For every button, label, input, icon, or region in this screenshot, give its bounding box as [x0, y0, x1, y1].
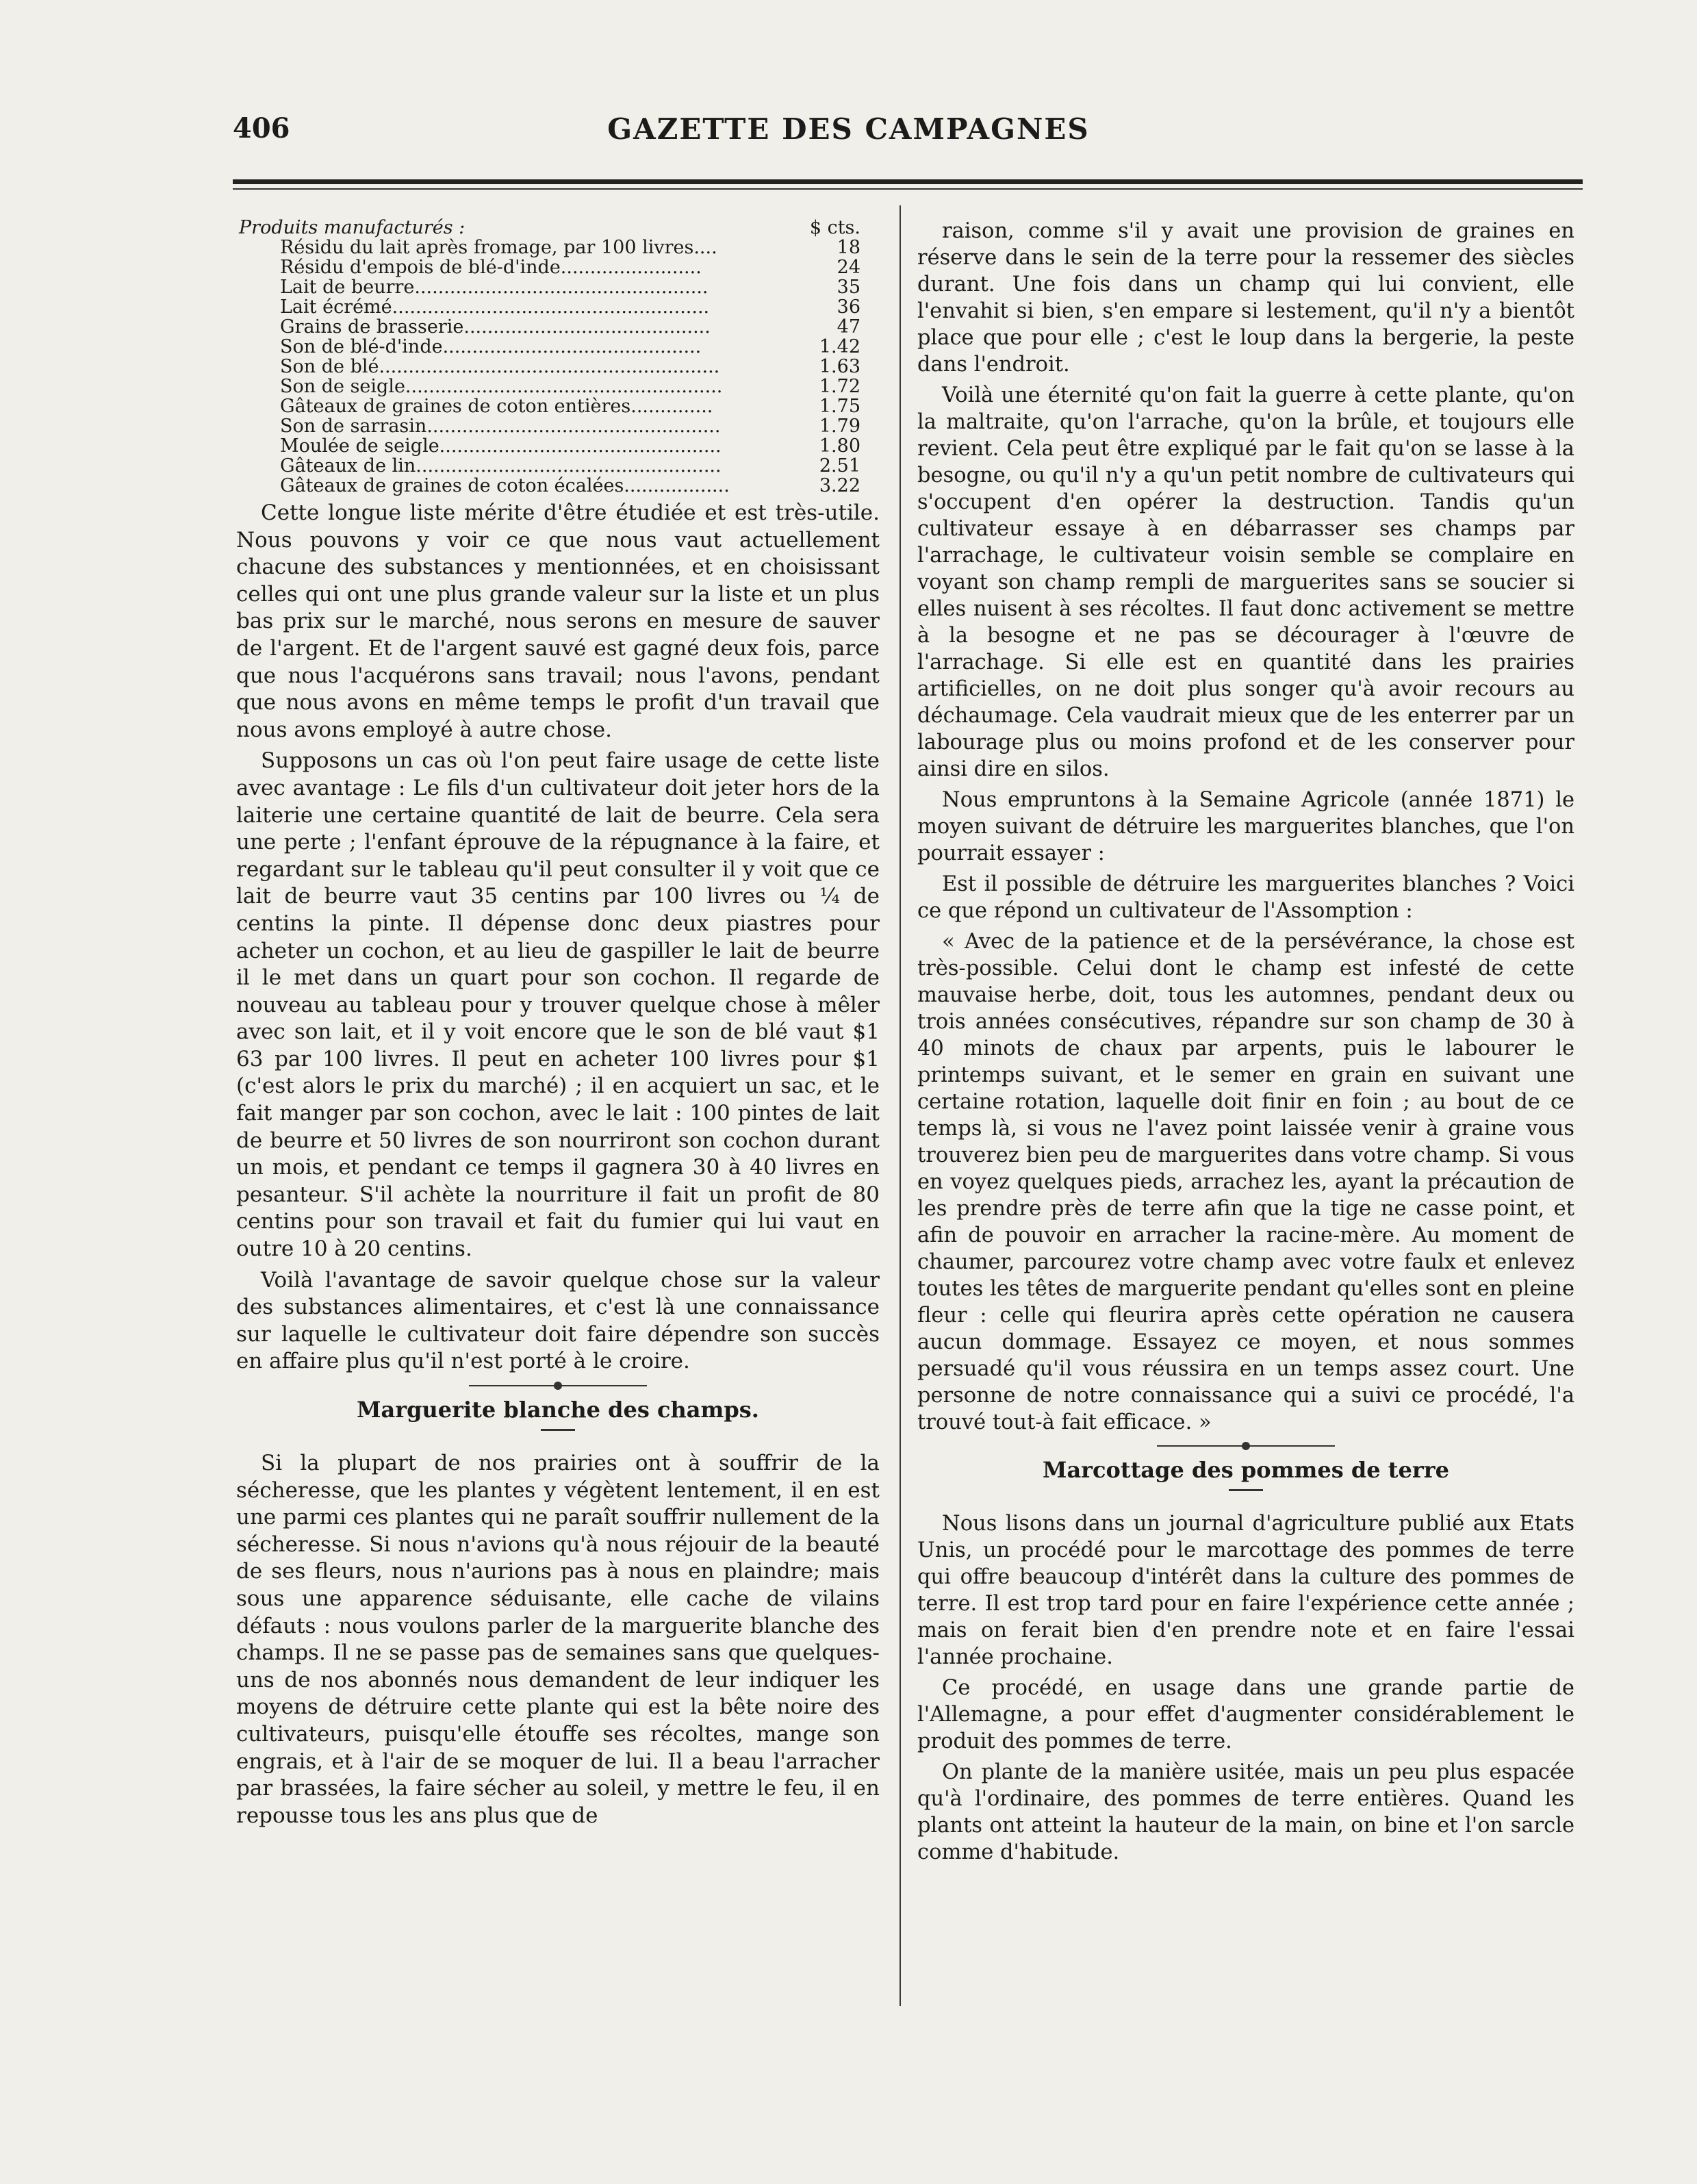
- column-divider: [899, 205, 901, 2006]
- section-separator: [1157, 1445, 1335, 1447]
- price-table-row: [236, 436, 880, 456]
- price-value: 36: [837, 296, 860, 318]
- paragraph: Cette longue liste mérite d'être étudiée et est très-utile. Nous pouvons y voir ce que nous vaut actuellement chacune des substances y mentionnées, et en choisissant celles qui ont une plus grande valeur sur la liste et un plus bas prix sur le marché, nous serons en mesure de sauver de l'argent. Et de l'argent sauvé est gagné deux fois, parce que nous l'acquérons sans travail; nous l'avons, pendant que nous avons en même temps le profit d'un travail que nous avons employé à autre chose.: [236, 500, 880, 742]
- price-item: Son de sarrasin..................................................: [280, 416, 721, 437]
- paragraph: Ce procédé, en usage dans une grande partie de l'Allemagne, a pour effet d'augmenter considérablement le produit des pommes de terre.: [917, 1676, 1574, 1753]
- price-item: Gâteaux de graines de coton écalées..................: [280, 475, 730, 496]
- price-table-row: [236, 337, 880, 357]
- price-table-row: [236, 277, 880, 297]
- header-rule-thin: [233, 188, 1583, 190]
- title-dash: [1229, 1489, 1263, 1491]
- price-item: Son de blé-d'inde............................................: [280, 336, 702, 357]
- section-title: Marcottage des pommes de terre: [1043, 1457, 1449, 1483]
- price-table-row: [236, 456, 880, 476]
- price-item: Son de blé..........................................................: [280, 356, 720, 377]
- price-table-header: [236, 218, 880, 238]
- price-table: [236, 218, 880, 496]
- price-value: 18: [837, 237, 860, 258]
- price-item: Gâteaux de graines de coton entières..............: [280, 396, 713, 417]
- title-dash: [541, 1429, 575, 1431]
- paragraph: Nous empruntons à la Semaine Agricole (année 1871) le moyen suivant de détruire les marguerites blanches, que l'on pourrait essayer :: [917, 788, 1574, 865]
- price-value: 1.75: [819, 396, 860, 417]
- paragraph: Voilà une éternité qu'on fait la guerre à cette plante, qu'on la maltraite, qu'on l'arrache, qu'on la brûle, et toujours elle revient. Cela peut être expliqué par le fait qu'on se lasse à la besogne, ou qu'il n'y a qu'un petit nombre de cultivateurs qui s'occupent d'en opérer la destruction. Tandis qu'un cultivateur essaye à en débarrasser ses champs par l'arrachage, le cultivateur voisin semble se complaire en voyant son champ rempli de marguerites sans se soucier si elles nuisent à ses récoltes. Il faut donc activement se mettre à la besogne et ne pas se décourager à l'œuvre de l'arrachage. Si elle est en quantité dans les prairies artificielles, on ne doit plus songer qu'à avoir recours au déchaumage. Cela vaudrait mieux que de les enterrer par un labourage plus ou moins profond et de les conserver pour ainsi dire en silos.: [917, 383, 1574, 781]
- price-item: Gâteaux de lin....................................................: [280, 455, 722, 477]
- price-table-row: [236, 377, 880, 396]
- paragraph: raison, comme s'il y avait une provision de graines en réserve dans le sein de la terre pour la ressemer des siècles durant. Une fois dans un champ qui lui convient, elle l'envahit si bien, s'en empare si lestement, qu'il n'y a bientôt place que pour elle ; c'est le loup dans la bergerie, la peste dans l'endroit.: [917, 219, 1574, 377]
- price-table-row: [236, 257, 880, 277]
- price-value: 1.42: [819, 336, 860, 357]
- paragraph: On plante de la manière usitée, mais un peu plus espacée qu'à l'ordinaire, des pommes de terre entières. Quand les plants ont atteint la hauteur de la main, on bine et l'on sarcle comme d'habitude.: [917, 1760, 1574, 1864]
- paragraph: Si la plupart de nos prairies ont à souffrir de la sécheresse, que les plantes y végètent lentement, il en est une parmi ces plantes qui ne paraît souffrir nullement de la sécheresse. Si nous n'avions qu'à nous réjouir de la beauté de ses fleurs, nous n'aurions pas à nous en plaindre; mais sous une apparence séduisante, elle cache de vilains défauts : nous voulons parler de la marguerite blanche des champs. Il ne se passe pas de semaines sans que quelques-uns de nos abonnés nous demandent de leur indiquer les moyens de détruire cette plante qui est la bête noire des cultivateurs, puisqu'elle étouffe ses récoltes, mange son engrais, et à l'air de se moquer de lui. Il a beau l'arracher par brassées, la faire sécher au soleil, y mettre le feu, il en repousse tous les ans plus que de: [236, 1451, 880, 1828]
- price-value: 2.51: [819, 455, 860, 477]
- price-item: Grains de brasserie..........................................: [280, 316, 711, 338]
- price-table-row: [236, 357, 880, 377]
- price-value: 1.79: [819, 416, 860, 437]
- price-table-row: [236, 396, 880, 416]
- paragraph: Est il possible de détruire les marguerites blanches ? Voici ce que répond un cultivateur de l'Assomption :: [917, 872, 1574, 923]
- price-table-row: [236, 297, 880, 317]
- price-value: 24: [837, 257, 860, 278]
- paragraph: Voilà l'avantage de savoir quelque chose sur la valeur des substances alimentaires, et c'est là une connaissance sur laquelle le cultivateur doit faire dépendre son succès en affaire plus qu'il n'est porté à le croire.: [236, 1267, 880, 1374]
- price-item: Moulée de seigle................................................: [280, 435, 722, 457]
- running-title: GAZETTE DES CAMPAGNES: [607, 112, 1090, 146]
- paragraph: « Avec de la patience et de la persévérance, la chose est très-possible. Celui dont le champ est infesté de cette mauvaise herbe, doit, tous les automnes, pendant deux ou trois années consécutives, répandre sur son champ de 30 à 40 minots de chaux par arpents, puis le labourer le printemps suivant, et le semer en grain en suivant une certaine rotation, laquelle doit finir en foin ; au bout de ce temps là, si vous ne l'avez point laissée venir à graine vous trouverez bien peu de marguerites dans votre champ. Si vous en voyez quelques pieds, arrachez les, ayant la précaution de les prendre près de terre afin que la tige ne casse point, et afin de pouvoir en arracher la racine-mère. Au moment de chaumer, parcourez votre champ avec votre faulx et enlevez toutes les têtes de marguerite pendant qu'elles sont en pleine fleur : celle qui fleurira après cette opération ne causera aucun dommage. Essayez ce moyen, et nous sommes persuadé qu'il vous réussira en un temps assez court. Une personne de notre connaissance qui a suivi ce procédé, l'a trouvé tout-à fait efficace. »: [917, 930, 1574, 1434]
- left-column: [236, 218, 880, 1833]
- paragraph: Supposons un cas où l'on peut faire usage de cette liste avec avantage : Le fils d'un cultivateur doit jeter hors de la laiterie une certaine quantité de lait de beurre. Cela sera une perte ; l'enfant éprouve de la répugnance à la faire, et regardant sur le tableau qu'il peut consulter il y voit que ce lait de beurre vaut 35 centins par 100 livres ou ¼ de centins la pinte. Il dépense donc deux piastres pour acheter un cochon, et au lieu de gaspiller le lait de beurre il le met dans un quart pour son cochon. Il regarde de nouveau au tableau pour y trouver quelque chose à mêler avec son lait, et il y voit encore que le son de blé vaut $1 63 par 100 livres. Il peut en acheter 100 livres pour $1 (c'est alors le prix du marché) ; il en acquiert un sac, et le fait manger par son cochon, avec le lait : 100 pintes de lait de beurre et 50 livres de son nourriront son cochon durant un mois, et pendant ce temps il gagnera 30 à 40 livres en pesanteur. S'il achète la nourriture il fait un profit de 80 centins pour son travail et fait du fumier qui lui vaut en outre 10 à 20 centins.: [236, 748, 880, 1262]
- price-item: Lait écrémé......................................................: [280, 296, 710, 318]
- price-table-unit: $ cts.: [809, 217, 860, 238]
- page-number: 406: [233, 112, 290, 144]
- price-item: Résidu du lait après fromage, par 100 livres....: [280, 237, 717, 258]
- price-value: 35: [837, 277, 860, 298]
- price-value: 1.72: [819, 376, 860, 397]
- price-table-row: [236, 476, 880, 496]
- paragraph: Nous lisons dans un journal d'agriculture publié aux Etats Unis, un procédé pour le marcottage des pommes de terre qui offre beaucoup d'intérêt dans la culture des pommes de terre. Il est trop tard pour en faire l'expérience cette année ; mais on ferait bien d'en prendre note et en faire l'essai l'année prochaine.: [917, 1512, 1574, 1669]
- price-value: 3.22: [819, 475, 860, 496]
- price-table-row: [236, 317, 880, 337]
- price-value: 1.63: [819, 356, 860, 377]
- left-body: [236, 500, 880, 1829]
- section-separator: [469, 1385, 647, 1386]
- price-item: Son de seigle......................................................: [280, 376, 723, 397]
- price-item: Lait de beurre..................................................: [280, 277, 709, 298]
- header-rule-thick: [233, 179, 1583, 184]
- section-title: Marguerite blanche des champs.: [357, 1397, 759, 1423]
- price-table-row: [236, 238, 880, 257]
- price-value: 47: [837, 316, 860, 338]
- price-table-row: [236, 416, 880, 436]
- price-item: Résidu d'empois de blé-d'inde........................: [280, 257, 702, 278]
- right-column: [917, 218, 1574, 1870]
- price-value: 1.80: [819, 435, 860, 457]
- price-table-caption: Produits manufacturés :: [239, 217, 465, 238]
